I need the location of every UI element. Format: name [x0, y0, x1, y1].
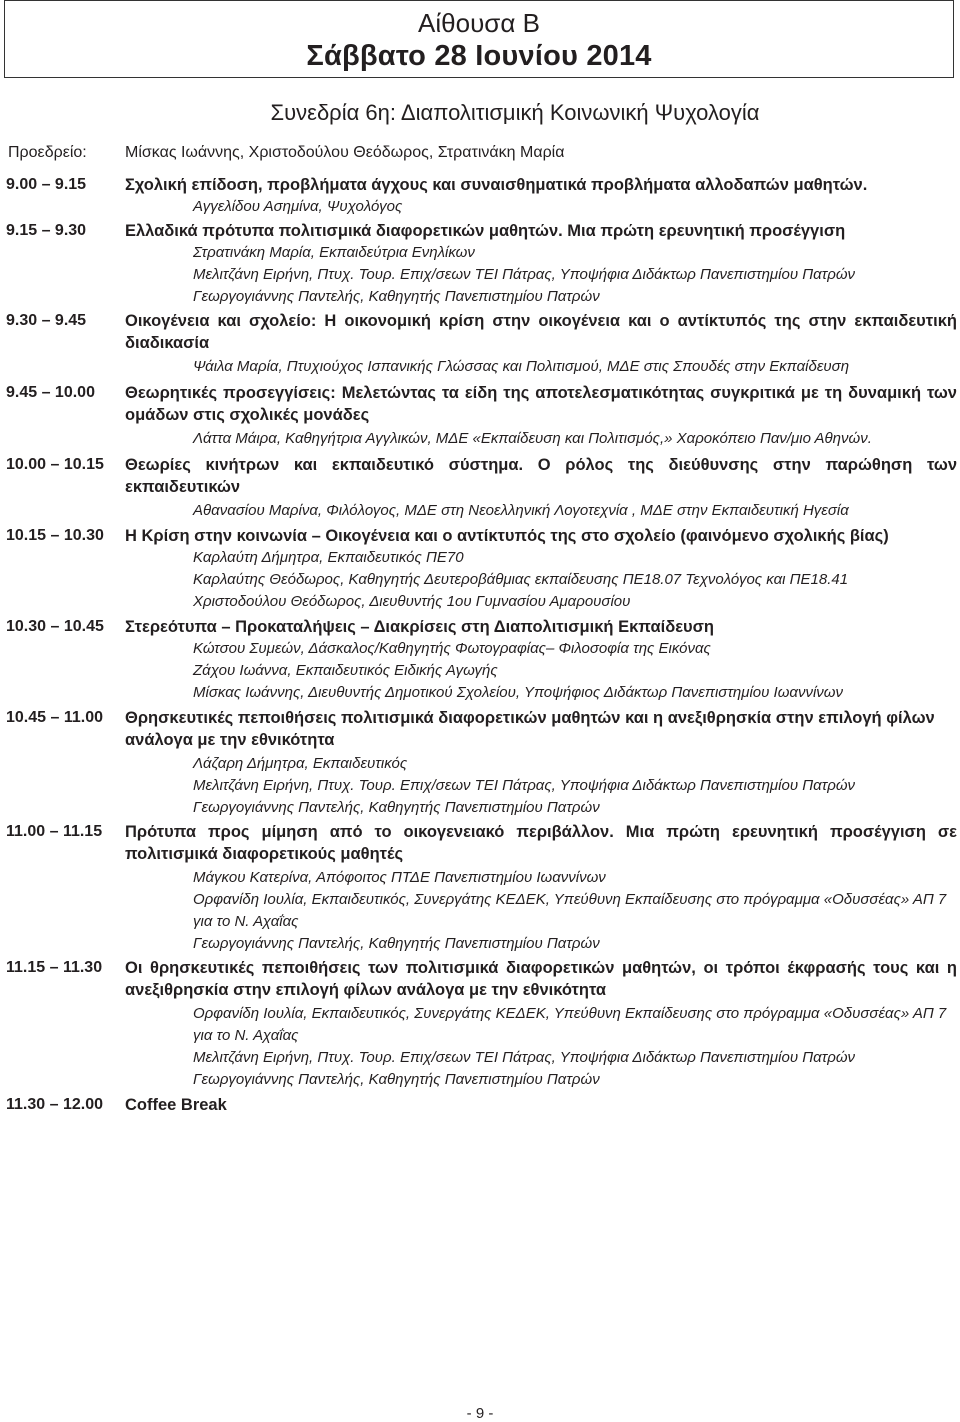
presenter: Γεωργογιάννης Παντελής, Καθηγητής Πανεπιστημίου Πατρών	[193, 288, 600, 305]
presenter: Μελιτζάνη Ειρήνη, Πτυχ. Τουρ. Επιχ/σεων ΤΕΙ Πάτρας, Υποψήφια Διδάκτωρ Πανεπιστημίου Πατρών	[193, 1049, 856, 1066]
presenter: Μίσκας Ιωάννης, Διευθυντής Δημοτικού Σχολείου, Υποψήφιος Διδάκτωρ Πανεπιστημίου Ιωαννίνων	[193, 684, 843, 701]
presenter: Ζάχου Ιωάννα, Εκπαιδευτικός Ειδικής Αγωγής	[193, 662, 498, 679]
program-time: 10.30 – 10.45	[6, 618, 104, 635]
program-time: 10.45 – 11.00	[6, 709, 103, 726]
presenter: Μελιτζάνη Ειρήνη, Πτυχ. Τουρ. Επιχ/σεων ΤΕΙ Πάτρας, Υποψήφια Διδάκτωρ Πανεπιστημίου Πατρών	[193, 266, 856, 283]
presenter-list	[193, 867, 959, 955]
header-box	[4, 0, 954, 78]
chairs-names: Μίσκας Ιωάννης, Χριστοδούλου Θεόδωρος, Στρατινάκη Μαρία	[125, 144, 565, 161]
presenter: Κώτσου Συμεών, Δάσκαλος/Καθηγητής Φωτογραφίας– Φιλοσοφία της Εικόνας	[193, 640, 711, 657]
presenter: Μάγκου Κατερίνα, Απόφοιτος ΠΤΔΕ Πανεπιστημίου Ιωαννίνων	[193, 869, 606, 886]
presenter-list	[193, 547, 959, 613]
program-time: 10.15 – 10.30	[6, 527, 104, 544]
program-title: Coffee Break	[125, 1096, 227, 1114]
program-time: 11.30 – 12.00	[6, 1096, 103, 1113]
presenter: Μελιτζάνη Ειρήνη, Πτυχ. Τουρ. Επιχ/σεων ΤΕΙ Πάτρας, Υποψήφια Διδάκτωρ Πανεπιστημίου Πατρών	[193, 777, 856, 794]
session-title: Συνεδρία 6η: Διαπολιτισμική Κοινωνική Ψυχολογία	[270, 100, 760, 125]
program-title: Σχολική επίδοση, προβλήματα άγχους και συναισθηματικά προβλήματα αλλοδαπών μαθητών.	[125, 176, 868, 194]
presenter: Στρατινάκη Μαρία, Εκπαιδεύτρια Ενηλίκων	[193, 244, 475, 261]
room-title: Αίθουσα Β	[418, 8, 540, 38]
presenter-list	[193, 242, 959, 308]
presenter-list	[193, 638, 959, 704]
presenter-list	[193, 196, 959, 218]
presenter: Λάττα Μάιρα, Καθηγήτρια Αγγλικών, ΜΔΕ «Εκπαίδευση και Πολιτισμός,» Χαροκόπειο Παν/μιο Αθηνών.	[193, 430, 872, 447]
program-title: Στερεότυπα – Προκαταλήψεις – Διακρίσεις στη Διαπολιτισμική Εκπαίδευση	[125, 618, 715, 636]
presenter: Ορφανίδη Ιουλία, Εκπαιδευτικός, Συνεργάτης ΚΕΔΕΚ, Υπεύθυνη Εκπαίδευσης στο πρόγραμμα «Οδυσσέας» ΑΠ 7 για το Ν. Αχαΐας	[193, 891, 947, 930]
presenter: Γεωργογιάννης Παντελής, Καθηγητής Πανεπιστημίου Πατρών	[193, 799, 600, 816]
presenter: Λάζαρη Δήμητρα, Εκπαιδευτικός	[193, 755, 408, 772]
presenter: Καρλαύτης Θεόδωρος, Καθηγητής Δευτεροβάθμιας εκπαίδευσης ΠΕ18.07 Τεχνολόγος και ΠΕ18.41	[193, 571, 849, 588]
presenter-list	[193, 428, 959, 450]
program-title: Οικογένεια και σχολείο: Η οικονομική κρίση στην οικογένεια και ο αντίκτυπός της στην εκπαιδευτική διαδικασία	[125, 312, 957, 352]
presenter: Ψάιλα Μαρία, Πτυχιούχος Ισπανικής Γλώσσας και Πολιτισμού, ΜΔΕ στις Σπουδές στην Εκπαίδευση	[193, 358, 850, 375]
program-time: 9.30 – 9.45	[6, 312, 87, 329]
program-time: 9.00 – 9.15	[6, 176, 87, 193]
program-time: 11.15 – 11.30	[6, 959, 103, 976]
date-title: Σάββατο 28 Ιουνίου 2014	[306, 40, 652, 72]
program-title: Οι θρησκευτικές πεποιθήσεις των πολιτισμικά διαφορετικών μαθητών, οι τρόποι έκφρασής τους και η ανεξιθρησκία στην επιλογή φίλων ανάλογα με την εθνικότητα	[125, 959, 957, 999]
program-title: Θεωρητικές προσεγγίσεις: Μελετώντας τα είδη της αποτελεσματικότητας συγκριτικά με τη δυναμική των ομάδων στις σχολικές μονάδες	[125, 384, 957, 424]
program-time: 11.00 – 11.15	[6, 823, 103, 840]
program-title: Θεωρίες κινήτρων και εκπαιδευτικό σύστημα. Ο ρόλος της διεύθυνσης στην παρώθηση των εκπαιδευτικών	[125, 456, 957, 496]
program-time: 9.45 – 10.00	[6, 384, 95, 401]
program-time: 9.15 – 9.30	[6, 222, 87, 239]
presenter-list	[193, 753, 959, 819]
presenter: Γεωργογιάννης Παντελής, Καθηγητής Πανεπιστημίου Πατρών	[193, 935, 600, 952]
presenter: Καρλαύτη Δήμητρα, Εκπαιδευτικός ΠΕ70	[193, 549, 464, 566]
program-title: Θρησκευτικές πεποιθήσεις πολιτισμικά διαφορετικών μαθητών και η ανεξιθρησκία στην επιλογή φίλων ανάλογα με την εθνικότητα	[125, 709, 935, 749]
presenter: Χριστοδούλου Θεόδωρος, Διευθυντής 1ου Γυμνασίου Αμαρουσίου	[193, 593, 631, 610]
chairs-label: Προεδρείο:	[8, 144, 87, 161]
program-title: Ελλαδικά πρότυπα πολιτισμικά διαφορετικών μαθητών. Μια πρώτη ερευνητική προσέγγιση	[125, 222, 846, 240]
presenter: Αγγελίδου Ασημίνα, Ψυχολόγος	[193, 198, 403, 215]
presenter: Ορφανίδη Ιουλία, Εκπαιδευτικός, Συνεργάτης ΚΕΔΕΚ, Υπεύθυνη Εκπαίδευσης στο πρόγραμμα «Οδυσσέας» ΑΠ 7 για το Ν. Αχαΐας	[193, 1005, 947, 1044]
presenter: Αθανασίου Μαρίνα, Φιλόλογος, ΜΔΕ στη Νεοελληνική Λογοτεχνία , ΜΔΕ στην Εκπαιδευτική Ηγεσία	[193, 502, 849, 519]
program-title: Πρότυπα προς μίμηση από το οικογενειακό περιβάλλον. Μια πρώτη ερευνητική προσέγγιση σε πολιτισμικά διαφορετικούς μαθητές	[125, 823, 957, 863]
program-title: Η Κρίση στην κοινωνία – Οικογένεια και ο αντίκτυπός της στο σχολείο (φαινόμενο σχολικής βίας)	[125, 527, 889, 545]
page-number: - 9 -	[466, 1405, 494, 1422]
presenter-list	[193, 500, 959, 522]
presenter: Γεωργογιάννης Παντελής, Καθηγητής Πανεπιστημίου Πατρών	[193, 1071, 600, 1088]
presenter-list	[193, 1003, 959, 1091]
program-time: 10.00 – 10.15	[6, 456, 104, 473]
presenter-list	[193, 356, 959, 378]
